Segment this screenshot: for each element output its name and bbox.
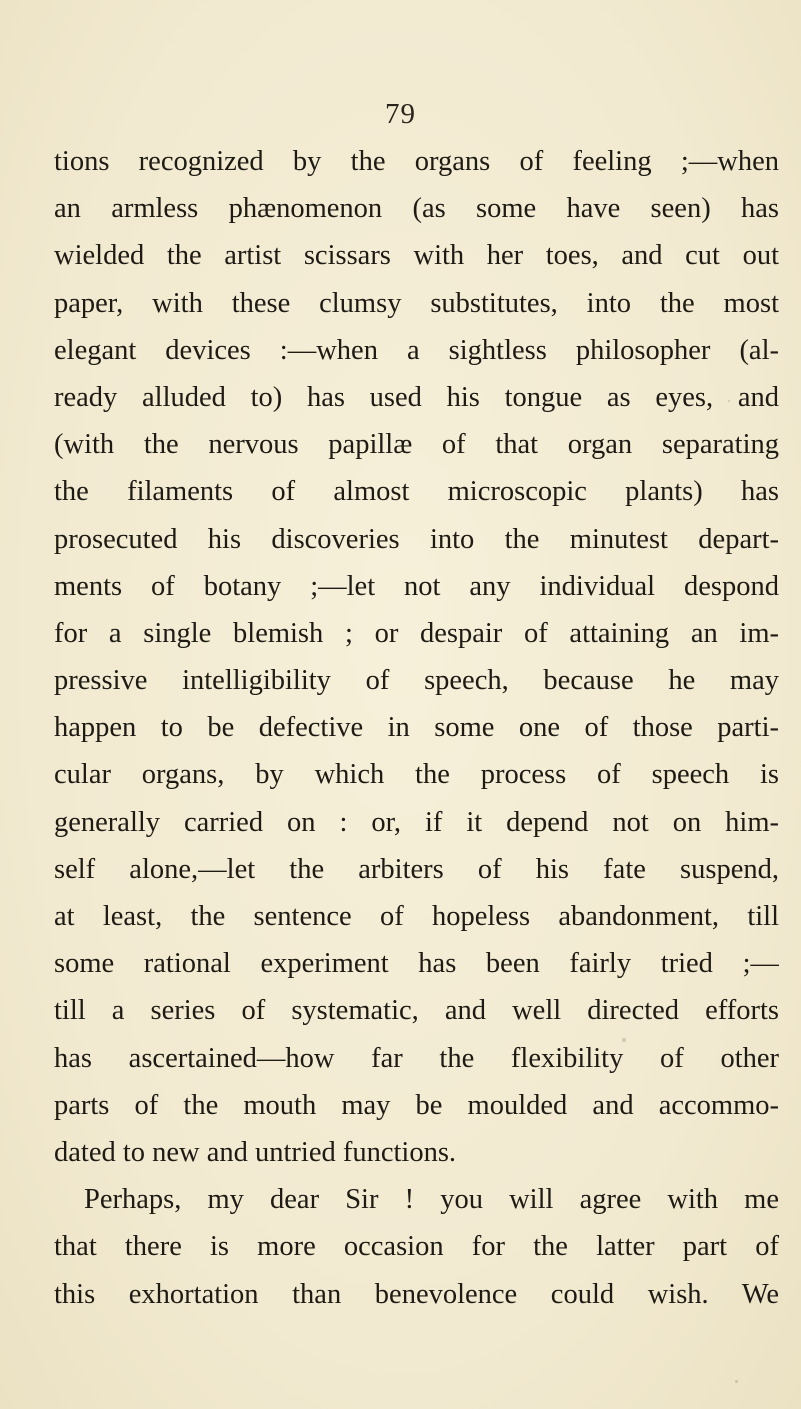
text-line: Perhaps, my dear Sir ! you will agree with me: [84, 1184, 779, 1216]
paper-speck: [735, 1380, 738, 1383]
text-line: happen to be defective in some one of those parti-: [54, 712, 779, 744]
text-line: prosecuted his discoveries into the minutest depart-: [54, 523, 779, 555]
page-number: 79: [385, 98, 416, 130]
text-line: ments of botany ;—let not any individual despond: [54, 570, 779, 602]
text-line: till a series of systematic, and well directed efforts: [54, 995, 779, 1027]
text-line: for a single blemish ; or despair of attaining an im-: [54, 617, 779, 649]
text-line: ready alluded to) has used his tongue as eyes, and: [54, 381, 779, 413]
text-line: tions recognized by the organs of feeling ;—when: [54, 146, 779, 177]
body-text: [54, 138, 779, 1318]
text-line: self alone,—let the arbiters of his fate suspend,: [54, 853, 779, 885]
text-line: this exhortation than benevolence could wish. We: [54, 1278, 779, 1310]
text-line: wielded the artist scissars with her toes, and cut out: [54, 240, 779, 272]
text-line: elegant devices :—when a sightless philosopher (al-: [54, 334, 779, 366]
text-line: generally carried on : or, if it depend not on him-: [54, 806, 779, 838]
text-line: pressive intelligibility of speech, because he may: [54, 665, 779, 697]
text-line: (with the nervous papillæ of that organ separating: [54, 429, 779, 461]
text-line: the filaments of almost microscopic plants) has: [54, 476, 779, 508]
text-line: parts of the mouth may be moulded and accommo-: [54, 1089, 779, 1121]
text-line: at least, the sentence of hopeless abandonment, till: [54, 901, 779, 932]
text-line: some rational experiment has been fairly tried ;—: [54, 948, 779, 980]
text-line: dated to new and untried functions.: [54, 1136, 457, 1168]
text-line: has ascertained—how far the flexibility of other: [54, 1042, 779, 1074]
text-line: cular organs, by which the process of speech is: [54, 759, 779, 791]
text-line: an armless phænomenon (as some have seen) has: [54, 193, 779, 225]
text-line: paper, with these clumsy substitutes, into the most: [54, 287, 779, 319]
text-line: that there is more occasion for the latter part of: [54, 1231, 779, 1263]
